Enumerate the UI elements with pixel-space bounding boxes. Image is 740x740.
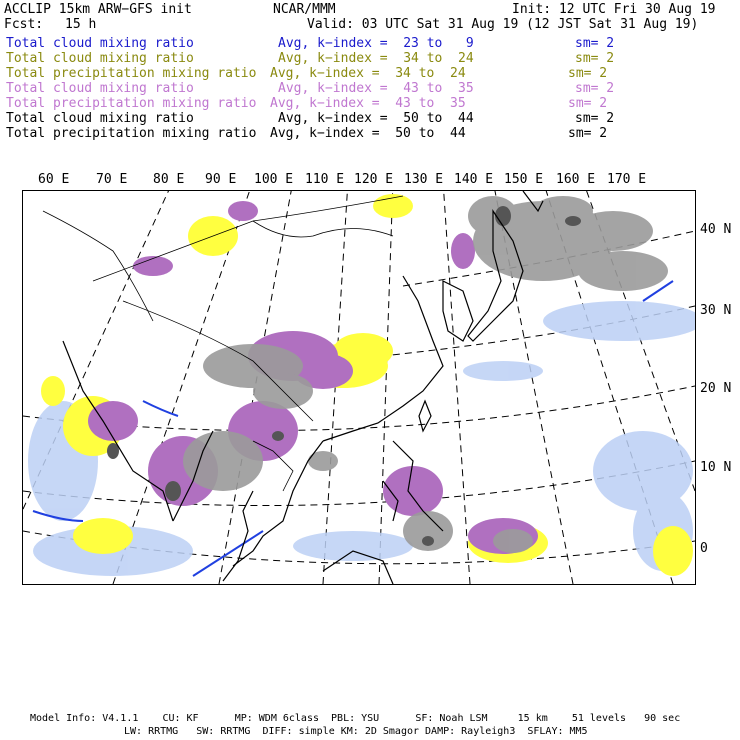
- lon-label: 170 E: [607, 172, 647, 187]
- legend-field: Total cloud mixing ratio: [6, 111, 194, 126]
- legend-sm: sm= 2: [575, 36, 615, 51]
- legend-avg: Avg, k−index = 34 to 24: [270, 66, 466, 81]
- lat-label: 10 N: [700, 460, 732, 475]
- legend-sm: sm= 2: [568, 96, 608, 111]
- lon-label: 90 E: [205, 172, 237, 187]
- legend-sm: sm= 2: [568, 126, 608, 141]
- lon-label: 80 E: [153, 172, 185, 187]
- legend-field: Total precipitation mixing ratio: [6, 126, 257, 141]
- lon-label: 70 E: [96, 172, 128, 187]
- forecast-label: Fcst:: [4, 17, 44, 32]
- valid-time: Valid: 03 UTC Sat 31 Aug 19 (12 JST Sat 31 Aug 19): [307, 17, 699, 32]
- center-label: NCAR/MMM: [273, 2, 336, 17]
- map-canvas: [23, 191, 695, 584]
- forecast-hour: 15 h: [65, 17, 97, 32]
- lat-label: 0: [700, 541, 708, 556]
- model-info-line1: Model Info: V4.1.1 CU: KF MP: WDM 6class PBL: YSU SF: Noah LSM 15 km 51 levels 90 sec: [30, 713, 681, 724]
- legend-avg: Avg, k−index = 43 to 35: [270, 96, 466, 111]
- model-info-line2: LW: RRTMG SW: RRTMG DIFF: simple KM: 2D Smagor DAMP: Rayleigh3 SFLAY: MM5: [124, 726, 588, 737]
- lon-label: 150 E: [504, 172, 544, 187]
- legend-avg: Avg, k−index = 23 to 9: [278, 36, 474, 51]
- legend-field: Total cloud mixing ratio: [6, 51, 194, 66]
- legend-avg: Avg, k−index = 34 to 24: [278, 51, 474, 66]
- lon-label: 120 E: [354, 172, 394, 187]
- legend-sm: sm= 2: [575, 111, 615, 126]
- lat-label: 20 N: [700, 381, 732, 396]
- lon-label: 160 E: [556, 172, 596, 187]
- forecast-map: [22, 190, 696, 585]
- legend-sm: sm= 2: [575, 81, 615, 96]
- product-title: ACCLIP 15km ARW−GFS init: [4, 2, 192, 17]
- legend-field: Total precipitation mixing ratio: [6, 66, 257, 81]
- lon-label: 140 E: [454, 172, 494, 187]
- legend-avg: Avg, k−index = 43 to 35: [278, 81, 474, 96]
- legend-field: Total precipitation mixing ratio: [6, 96, 257, 111]
- legend-field: Total cloud mixing ratio: [6, 36, 194, 51]
- legend-sm: sm= 2: [568, 66, 608, 81]
- legend-field: Total cloud mixing ratio: [6, 81, 194, 96]
- legend-avg: Avg, k−index = 50 to 44: [270, 126, 466, 141]
- mid-high-cloud-areas: [88, 201, 538, 554]
- lat-label: 30 N: [700, 303, 732, 318]
- legend-avg: Avg, k−index = 50 to 44: [278, 111, 474, 126]
- lat-label: 40 N: [700, 222, 732, 237]
- init-time: Init: 12 UTC Fri 30 Aug 19: [512, 2, 716, 17]
- lon-label: 110 E: [305, 172, 345, 187]
- legend-sm: sm= 2: [575, 51, 615, 66]
- lon-label: 130 E: [404, 172, 444, 187]
- lon-label: 60 E: [38, 172, 70, 187]
- lon-label: 100 E: [254, 172, 294, 187]
